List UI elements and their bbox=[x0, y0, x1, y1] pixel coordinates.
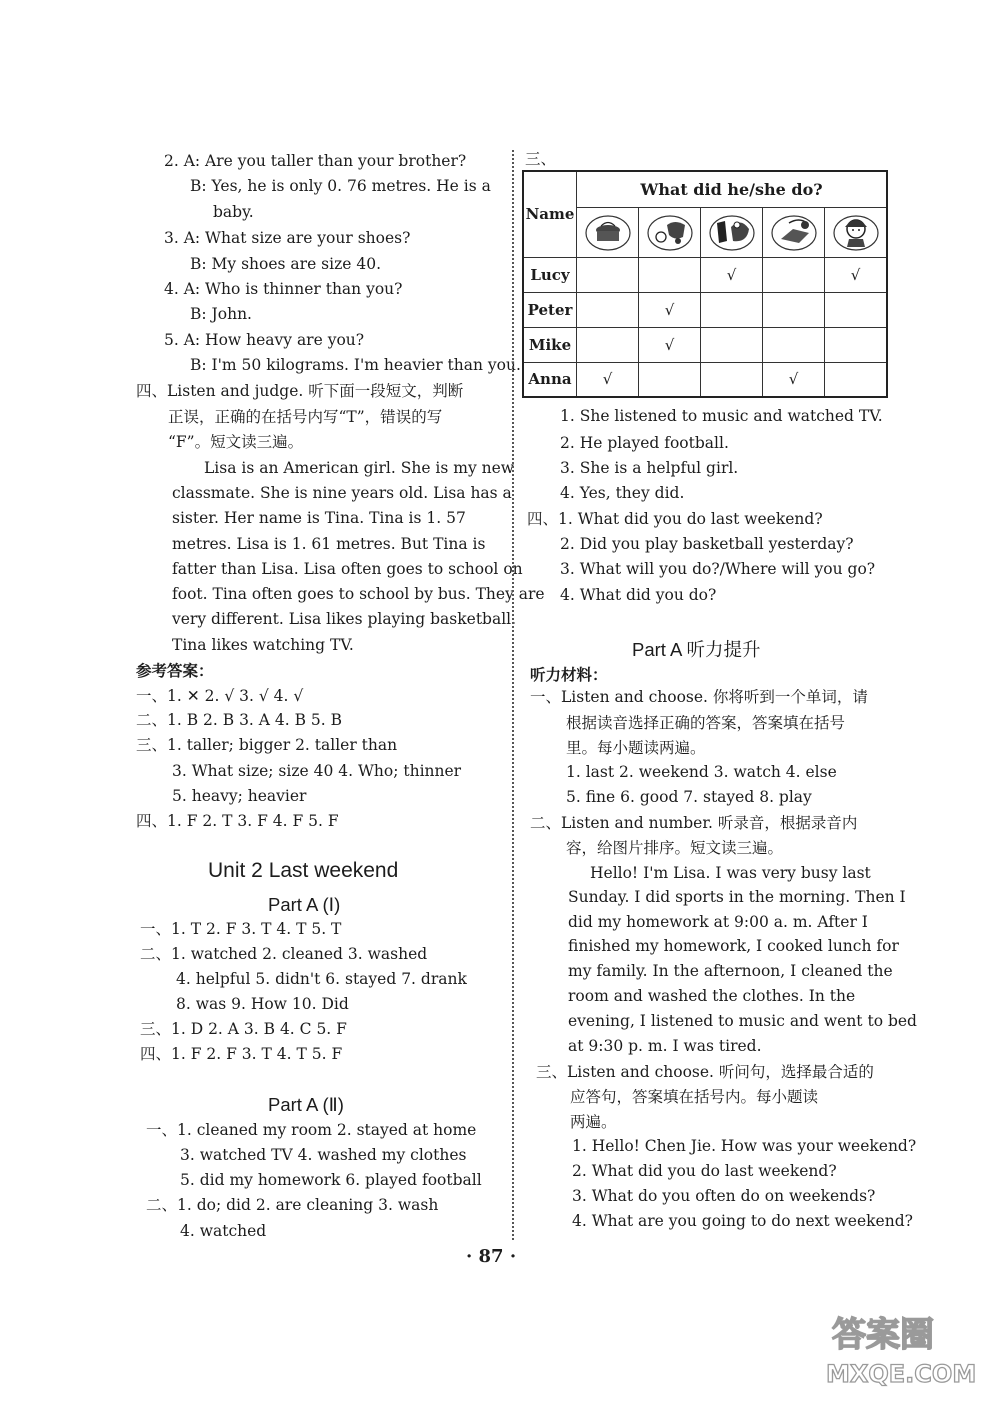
picture-football bbox=[639, 207, 701, 257]
text-line: 3. What will you do?/Where will you go? bbox=[560, 560, 876, 578]
text-line: 3. What do you often do on weekends? bbox=[572, 1187, 876, 1205]
text-line: 四、1. F 2. T 3. F 4. F 5. F bbox=[136, 812, 339, 830]
text-line: metres. Lisa is 1. 61 metres. But Tina is bbox=[172, 535, 486, 553]
text-line: at 9:30 p. m. I was tired. bbox=[568, 1037, 762, 1055]
text-line: 1. Hello! Chen Jie. How was your weekend? bbox=[572, 1137, 917, 1155]
text-line: 一、1. ✕ 2. √ 3. √ 4. √ bbox=[136, 687, 304, 705]
text-line: 听力材料： bbox=[530, 665, 608, 684]
text-line: 3. A: What size are your shoes? bbox=[164, 229, 411, 247]
table-title: What did he/she do? bbox=[577, 171, 888, 207]
text-line: 4. What did you do? bbox=[560, 586, 717, 604]
text-line: 5. did my homework 6. played football bbox=[180, 1171, 482, 1189]
name-header: Name bbox=[523, 171, 577, 257]
text-line: 5. A: How heavy are you? bbox=[164, 331, 365, 349]
table-row: Anna √ √ bbox=[523, 362, 887, 397]
text-line: 一、1. cleaned my room 2. stayed at home bbox=[146, 1121, 477, 1139]
text-line: 3. She is a helpful girl. bbox=[560, 459, 739, 477]
text-line: B: John. bbox=[190, 305, 252, 323]
text-line: did my homework at 9:00 a. m. After I bbox=[568, 913, 868, 931]
text-line: 1. last 2. weekend 3. watch 4. else bbox=[566, 763, 837, 781]
text-line: 4. What are you going to do next weekend? bbox=[572, 1212, 913, 1230]
table-row: Peter √ bbox=[523, 292, 887, 327]
text-line: 里。每小题读两遍。 bbox=[566, 739, 706, 757]
text-line: finished my homework, I cooked lunch for bbox=[568, 937, 899, 955]
unit-title: Unit 2 Last weekend bbox=[208, 859, 399, 882]
cooking-pot-icon bbox=[583, 211, 633, 253]
text-line: 三、1. taller; bigger 2. taller than bbox=[136, 736, 398, 754]
column-divider bbox=[512, 150, 514, 1240]
text-line: 三、1. D 2. A 3. B 4. C 5. F bbox=[140, 1020, 347, 1038]
text-line: 一、Listen and choose. 你将听到一个单词，请 bbox=[530, 688, 868, 706]
text-line: 一、1. T 2. F 3. T 4. T 5. T bbox=[140, 920, 342, 938]
table-row: Mike √ bbox=[523, 327, 887, 362]
text-line: B: My shoes are size 40. bbox=[190, 255, 381, 273]
text-line: 二、1. watched 2. cleaned 3. washed bbox=[140, 945, 428, 963]
text-line: 4. watched bbox=[180, 1222, 267, 1240]
text-line: 5. fine 6. good 7. stayed 8. play bbox=[566, 788, 812, 806]
text-line: sister. Her name is Tina. Tina is 1. 57 bbox=[172, 509, 466, 527]
picture-music bbox=[825, 207, 888, 257]
text-line: 4. helpful 5. didn't 6. stayed 7. drank bbox=[176, 970, 467, 988]
text-line: 根据读音选择正确的答案，答案填在括号 bbox=[566, 714, 846, 732]
text-line: evening, I listened to music and went to bed bbox=[568, 1012, 917, 1030]
part-a2-heading: Part A (Ⅱ) bbox=[268, 1094, 344, 1115]
text-line: room and washed the clothes. In the bbox=[568, 987, 856, 1005]
text-line: fatter than Lisa. Lisa often goes to school on bbox=[172, 560, 523, 578]
text-line: B: I'm 50 kilograms. I'm heavier than you. bbox=[190, 356, 521, 374]
activity-table bbox=[522, 170, 888, 398]
text-line: “F”。短文读三遍。 bbox=[168, 433, 304, 451]
text-line: 2. Did you play basketball yesterday? bbox=[560, 535, 854, 553]
text-line: 容，给图片排序。短文读三遍。 bbox=[566, 839, 784, 857]
text-line: 参考答案： bbox=[136, 661, 214, 680]
football-icon bbox=[645, 211, 695, 253]
text-line: Hello! I'm Lisa. I was very busy last bbox=[590, 864, 871, 882]
text-line: 两遍。 bbox=[570, 1113, 617, 1131]
text-line: 2. What did you do last weekend? bbox=[572, 1162, 837, 1180]
text-line: 四、Listen and judge. 听下面一段短文，判断 bbox=[136, 382, 464, 400]
text-line: very different. Lisa likes playing basketball. bbox=[172, 610, 517, 628]
part-a-listening-heading: Part A 听力提升 bbox=[632, 639, 761, 660]
text-line: 2. A: Are you taller than your brother? bbox=[164, 152, 467, 170]
watermark-cn-text: 答案圈 bbox=[832, 1315, 934, 1355]
girl-music-icon bbox=[831, 211, 881, 253]
picture-cook bbox=[577, 207, 639, 257]
text-line: 4. A: Who is thinner than you? bbox=[164, 280, 403, 298]
text-line: 三、Listen and choose. 听问句，选择最合适的 bbox=[536, 1063, 874, 1081]
text-line: foot. Tina often goes to school by bus. They are bbox=[172, 585, 545, 603]
picture-wash bbox=[763, 207, 825, 257]
text-line: 二、1. do; did 2. are cleaning 3. wash bbox=[146, 1196, 439, 1214]
watermark-logo bbox=[822, 1310, 982, 1390]
helping-person-icon bbox=[707, 211, 757, 253]
text-line: 3. watched TV 4. washed my clothes bbox=[180, 1146, 467, 1164]
washing-clothes-icon bbox=[769, 211, 819, 253]
text-line: 四、1. F 2. F 3. T 4. T 5. F bbox=[140, 1045, 343, 1063]
text-line: 正误，正确的在括号内写“T”，错误的写 bbox=[168, 408, 443, 426]
text-line: 2. He played football. bbox=[560, 434, 729, 452]
picture-helpful bbox=[701, 207, 763, 257]
text-line: Tina likes watching TV. bbox=[172, 636, 354, 654]
text-line: classmate. She is nine years old. Lisa has a bbox=[172, 484, 512, 502]
text-line: B: Yes, he is only 0. 76 metres. He is a bbox=[190, 177, 491, 195]
page-number: · 87 · bbox=[466, 1246, 517, 1267]
text-line: 3. What size; size 40 4. Who; thinner bbox=[172, 762, 462, 780]
watermark-url-text: MXQE.COM bbox=[826, 1360, 977, 1388]
text-line: 二、1. B 2. B 3. A 4. B 5. B bbox=[136, 711, 343, 729]
text-line: 四、1. What did you do last weekend? bbox=[527, 510, 823, 528]
text-line: 二、Listen and number. 听录音，根据录音内 bbox=[530, 814, 858, 832]
text-line: 5. heavy; heavier bbox=[172, 787, 307, 805]
text-line: 应答句，答案填在括号内。每小题读 bbox=[570, 1088, 819, 1106]
text-line: my family. In the afternoon, I cleaned the bbox=[568, 962, 893, 980]
text-line: 8. was 9. How 10. Did bbox=[176, 995, 349, 1013]
part-a1-heading: Part A (Ⅰ) bbox=[268, 894, 341, 915]
text-line: Lisa is an American girl. She is my new bbox=[204, 459, 515, 477]
text-line: 4. Yes, they did. bbox=[560, 484, 685, 502]
text-line: Sunday. I did sports in the morning. Then I bbox=[568, 888, 906, 906]
text-line: baby. bbox=[213, 203, 254, 221]
text-line: 1. She listened to music and watched TV. bbox=[560, 407, 883, 425]
section-3-label: 三、 bbox=[525, 150, 557, 168]
table-row: Lucy √ √ bbox=[523, 257, 887, 292]
